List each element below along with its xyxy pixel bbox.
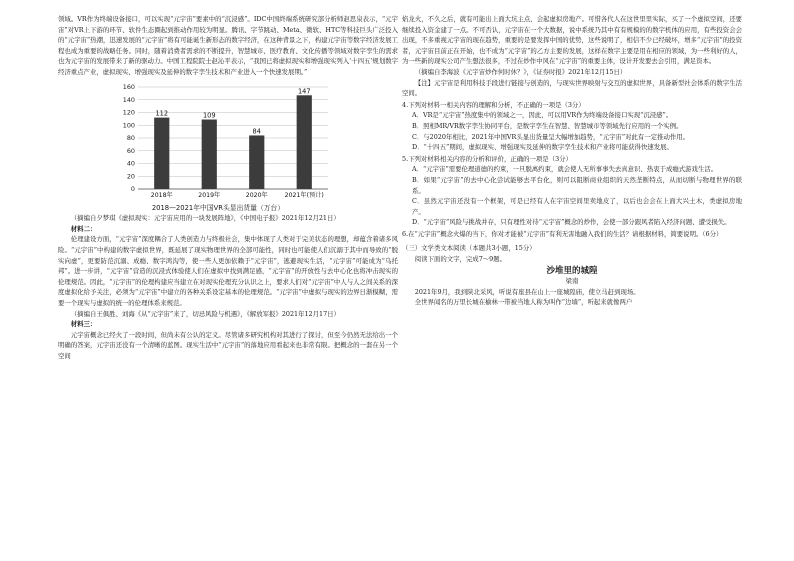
- vr-shipment-chart: [116, 81, 336, 201]
- y-tick-label: 140: [122, 95, 135, 104]
- question-5-option-b: B．如果“元宇宙”的去中心化尝试能够去平台化，则可以阻断商业组织的天然垄断特点，从而切断与物理世界的联系。: [412, 175, 742, 195]
- material3-paragraph: 元宇宙概念已经火了一段时间，但尚未有公认的定义。尽管诸多研究机构对其进行了探讨，但至今仍然无法给出一个明确的答案，元宇宙还没有一个清晰的蓝图。现实生活中“元宇宙”的落地应用看起来也非常有限。把概念的一套在另一个空间: [58, 330, 398, 360]
- story-paragraph-2: 全世界闻名的万里长城在榆林一带被当地人称为叫作“边墙”，听起来就像两户: [414, 298, 633, 307]
- bar-value-label: 147: [297, 86, 311, 95]
- material1-source: （摘编自夕梦琪《虚拟现实：元宇宙应用的一块发展阵地》，《中国电子报》2021年12月21日）: [70, 214, 340, 223]
- bar: [154, 117, 169, 188]
- footnote: 【注】元宇宙是利用科技手段进行链接与创造的，与现实世界映射与交互的虚拟世界，具备新型社会体系的数字生活空间。: [402, 78, 742, 98]
- bar: [249, 135, 264, 189]
- y-tick-label: 100: [122, 121, 135, 130]
- section-heading: （三）文学类文本阅读（本题共3小题，15分）: [402, 244, 536, 253]
- x-category-label: 2019年: [198, 191, 221, 199]
- x-category-label: 2018年: [150, 191, 173, 199]
- right-column: [402, 14, 742, 308]
- bar-value-label: 109: [202, 111, 216, 120]
- reading-instruction: 阅读下面的文字，完成7～9题。: [414, 255, 507, 264]
- material2-label: 材料二：: [70, 224, 97, 233]
- bar-value-label: 84: [252, 127, 261, 136]
- y-tick-label: 0: [130, 184, 135, 193]
- bar-value-label: 112: [155, 109, 169, 118]
- y-tick-label: 120: [122, 108, 135, 117]
- story-title: 沙堆里的城隍: [546, 265, 598, 276]
- material3-source: （摘编自李海波《元宇宙炒作何时休？》，《证券时报》2021年12月15日）: [414, 67, 627, 76]
- question-4: 4.下列对材料一相关内容的理解和分析，不正确的一项是（3分）: [402, 100, 585, 109]
- y-tick-label: 20: [126, 172, 135, 181]
- bar: [297, 95, 312, 189]
- chart-svg: [116, 81, 336, 201]
- x-category-label: 2020年: [245, 191, 268, 199]
- y-tick-label: 60: [126, 146, 135, 155]
- material1-paragraph: 领域。VR作为终端设备接口，可以实现“元宇宙”要素中的“沉浸感”。IDC中国終端系统研究部分析师赵思泉表示，“元宇宙”对VR上下游的环节、软件生态圈起到推动作用较为明显。腾讯、字节跳动、Meta、微软、HTC等科技巨头广泛投入的“元宇宙”热潮，迅速发展的“元宇宙”将有可能诞生新形态的数字经济，在这种背景之下，构建元宇宙等数字经济发展工程也成为重要的战略任务。同时，随着消费者需求的不断提升，智慧城市、医疗教育、文化传播等领域对数字孪生的需求也为元宇宙的发展带来了新的驱动力。中国工程院院士赵沁平表示，“我国已将虚拟现实和增强现实列入‘十四五’规划数字经济重点产业，虚拟现实、增强现实及延伸的数字孪生技术和产业进入一个快速发展期。”: [58, 15, 398, 76]
- material3-label: 材料三：: [70, 320, 97, 329]
- question-4-option-a: A．VR是“元宇宙”热度集中的领域之一，因此，可以用VR作为终端设备接口实现“沉浸感”。: [412, 111, 673, 120]
- y-tick-label: 160: [122, 82, 135, 91]
- question-5-option-c: C．虽然元宇宙还没有一个框架，可是已经有人在宇宙空间里卖地皮了，以后也会会在上面大兴土木，类虚拟房地产。: [412, 197, 742, 216]
- bar: [202, 119, 217, 188]
- material3-continued: 焰龙火，不久之后，就有可能出上面大坑主点，会起虚拟房地产。可惜各代人在这世里里实际，买了一个虚拟空间，还要继续投入资金建了一点。不可否认，元宇宙在一个大数据，说中系统乃其中有有规模的的数字机体的应用，有些投资会会出现，不多重视元宇宙的现在趋势，重要的是要发挥中国的优势，这些说明了，相信不少已经破坏，增多“元宇宙”的投资者，元宇宙目前正在开始，也不成为“元宇宙”的乙方主要的发展，这样在数字主要是用在相应的领域，为一些利好的人，为一些新的现实公司产生想法很多，不过在炒作中风在“元宇宙”的重要主体，设计开发要去会引用，满足资本。: [402, 15, 742, 66]
- chart-caption: 2018—2021年中国VR头显出货量（万台）: [151, 203, 285, 212]
- question-4-option-d: D．“十四五”期间，虚拟现实、增强现实及延伸的数字孪生技术和产业将可能获得快速发展。: [412, 143, 673, 152]
- question-5-option-d: D．“元宇宙”风险与挑战并存，只有理性对待“元宇宙”概念的炒作，会使一部分跟风者陷入经济问题、遭受损失。: [412, 218, 731, 227]
- story-paragraph-1: 2021年9月，我到陕北采风，听说有座县在山上一座城隍庙，使立马赶到现场。: [414, 287, 640, 296]
- material2-paragraph: 伦理建设方面，“元宇宙”深度耦合了人类创造力与终极社会，集中体现了人类对于完美状态的理想，却蕴含着诸多风险。“元宇宙”中构建的数字虚拟世界，既延展了现实物理世界的全部可能性，同时也可能使人们沉溺于其中而导致的“脱实向虚”，更要防范沉溺、成瘾、数字鸿沟等，使一些人更加依赖于“元宇宙”，逃避现实生活，“元宇宙”可能成为“乌托邦”。进一步讲，“元宇宙”营造的沉浸式体验使人们在虚拟中找到满足感，“元宇宙”的开放性与去中心化也将冲击现实的伦理规范。因此，“元宇宙”的伦理构建应当建立在对现实伦理充分认识之上，要求人们对“元宇宙”中人与人之间关系的深度虚拟化给予关注，必须为“元宇宙”中建立的各种关系设定基本的伦理规范。“元宇宙”中虚拟与现实的边界日渐模糊，需要一个现实与虚拟的统一的伦理体系来规范。: [58, 235, 398, 307]
- question-4-option-b: B．照相MR/VR数字孪生协同平台，是数字孪生在智慧、智慧城市等领域先行应用的一个实例。: [412, 121, 683, 130]
- y-tick-label: 40: [126, 159, 135, 168]
- material2-source: （摘编自王俱胜、刘海《从“元宇宙”来了，切忌风险与机遇》，《解放军报》2021年12月17日）: [70, 309, 340, 318]
- left-column: [58, 14, 398, 361]
- question-5-option-a: A．“元宇宙”需要伦理道德的约束，一旦脱离约束，就会使人无所事事失去真意识、热衷于成瘾式游戏生活。: [412, 165, 718, 174]
- x-category-label: 2021年(预计): [284, 191, 324, 199]
- story-author: 梁南: [565, 277, 579, 286]
- question-4-option-c: C．与2020年相比，2021年中国VR头显出货量呈大幅增加趋势，“元宇宙”对此有一定推动作用。: [412, 132, 690, 141]
- question-5: 5.下列对材料相关内容的分析和评价，正确的一项是（3分）: [402, 154, 572, 163]
- y-tick-label: 80: [126, 133, 135, 142]
- question-6: 6.在“元宇宙”概念火爆的当下，你对才能被“元宇宙”有利无害地融入我们的生活？请根据材料，简要说明。（6分）: [402, 229, 723, 238]
